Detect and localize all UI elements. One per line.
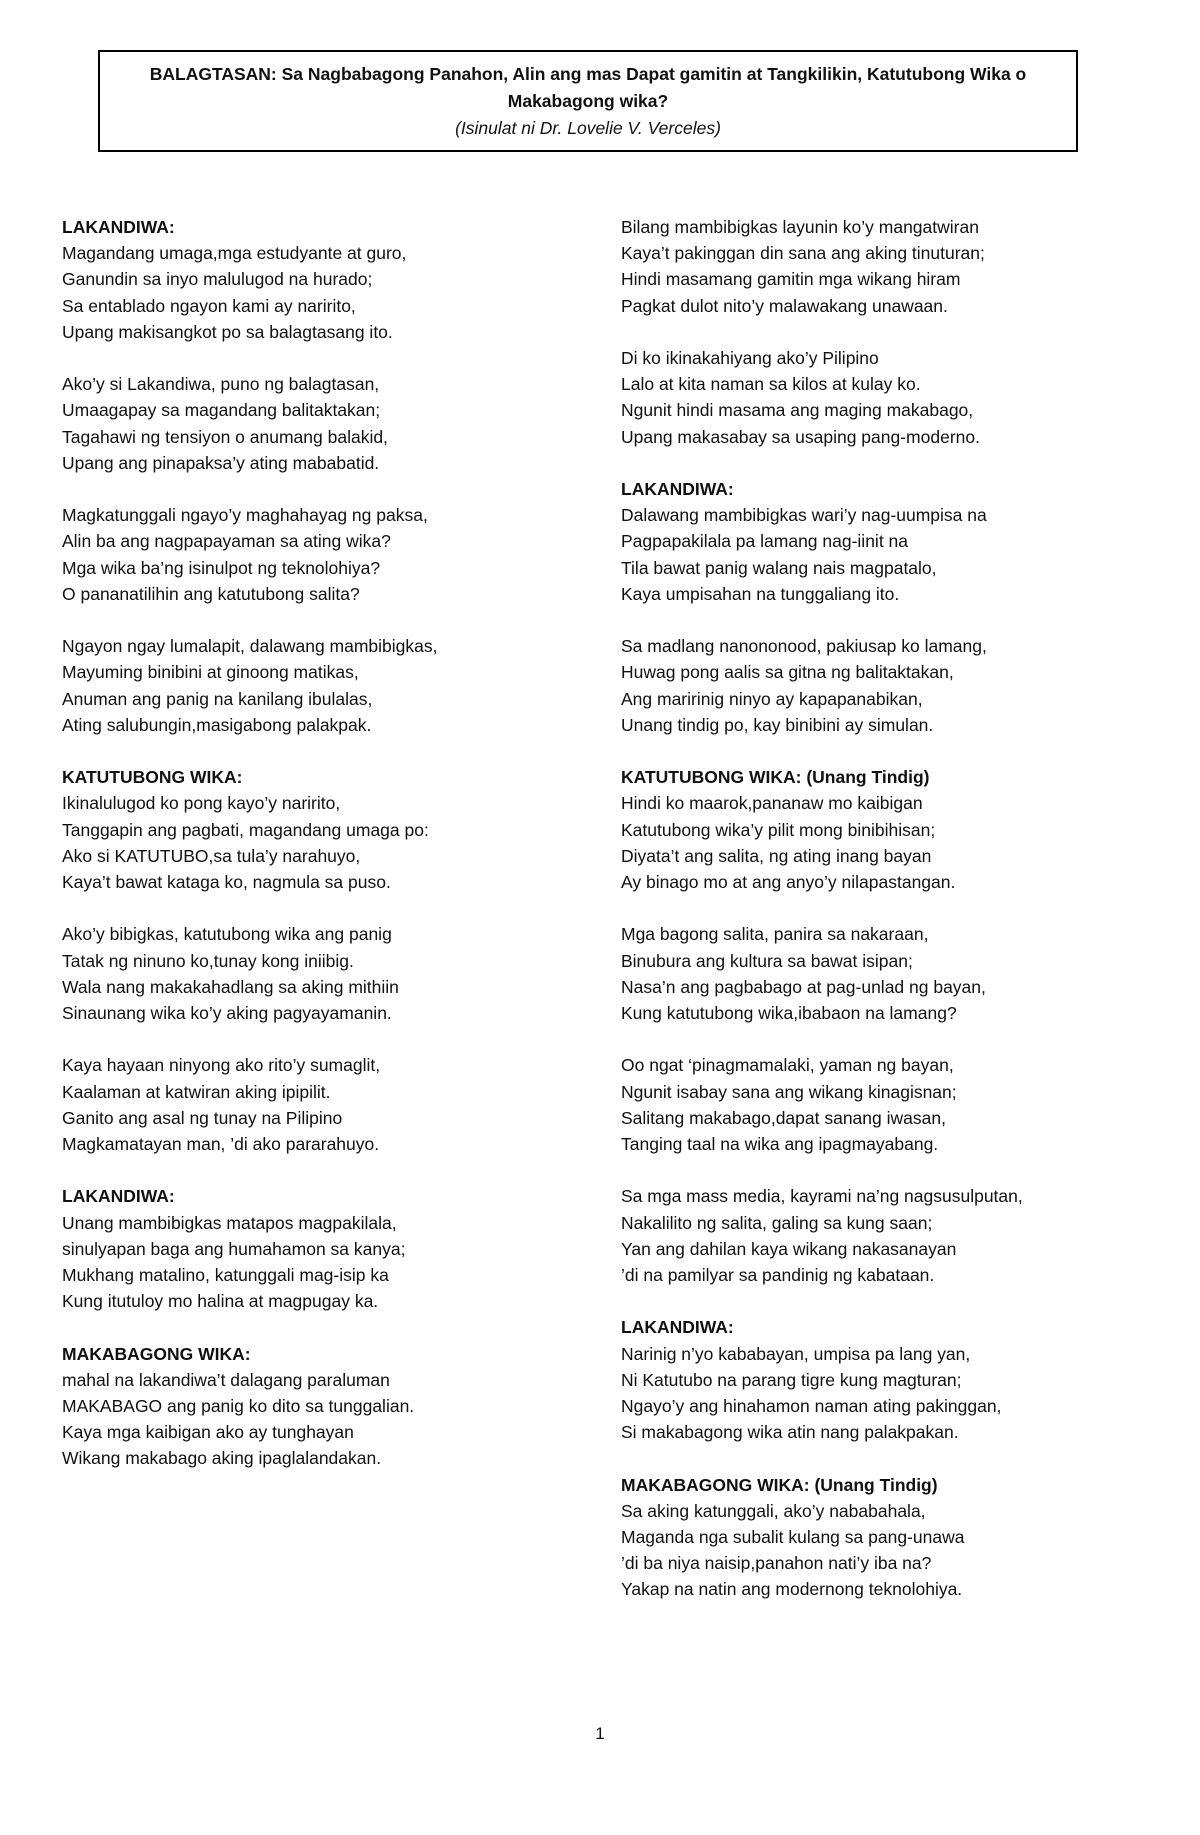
verse-line: Kaya’t pakinggan din sana ang aking tinuturan; bbox=[621, 243, 985, 264]
verse-line: Ganundin sa inyo malulugod na hurado; bbox=[62, 269, 373, 290]
verse-line: Sa madlang nanononood, pakiusap ko lamang, bbox=[621, 636, 987, 657]
speaker-label: MAKABAGONG WIKA: bbox=[62, 1343, 251, 1364]
verse-line: Tanging taal na wika ang ipagmayabang. bbox=[621, 1134, 939, 1155]
verse-line: Binubura ang kultura sa bawat isipan; bbox=[621, 950, 913, 971]
stanza bbox=[62, 1341, 582, 1472]
stanza bbox=[62, 764, 582, 895]
verse-line: Nasa’n ang pagbabago at pag-unlad ng bayan, bbox=[621, 976, 986, 997]
verse-line: Magandang umaga,mga estudyante at guro, bbox=[62, 243, 407, 264]
stanza bbox=[621, 345, 1141, 450]
verse-line: Kaya’t bawat kataga ko, nagmula sa puso. bbox=[62, 872, 391, 893]
stanza bbox=[62, 371, 582, 476]
verse-line: Kung itutuloy mo halina at magpugay ka. bbox=[62, 1291, 379, 1312]
verse-line: Tagahawi ng tensiyon o anumang balakid, bbox=[62, 426, 388, 447]
verse-line: Mga bagong salita, panira sa nakaraan, bbox=[621, 924, 929, 945]
document-title: BALAGTASAN: Sa Nagbabagong Panahon, Alin ang mas Dapat gamitin at Tangkilikin, Katutubong Wika o Makabagong wika? bbox=[149, 64, 1027, 111]
verse-line: Sa aking katunggali, ako’y nababahala, bbox=[621, 1500, 926, 1521]
author-line: (Isinulat ni Dr. Lovelie V. Verceles) bbox=[455, 118, 721, 138]
verse-line: mahal na lakandiwa’t dalagang paraluman bbox=[62, 1369, 390, 1390]
stanza bbox=[621, 1472, 1141, 1603]
page-number: 1 bbox=[595, 1724, 605, 1743]
verse-line: Ang maririnig ninyo ay kapapanabikan, bbox=[621, 688, 923, 709]
verse-line: Upang makisangkot po sa balagtasang ito. bbox=[62, 321, 393, 342]
verse-line: Sa mga mass media, kayrami na’ng nagsusulputan, bbox=[621, 1186, 1023, 1207]
verse-line: Ngunit hindi masama ang maging makabago, bbox=[621, 400, 974, 421]
verse-line: Ako’y si Lakandiwa, puno ng balagtasan, bbox=[62, 374, 380, 395]
verse-line: sinulyapan baga ang humahamon sa kanya; bbox=[62, 1238, 406, 1259]
verse-line: Bilang mambibigkas layunin ko’y mangatwiran bbox=[621, 217, 979, 237]
speaker-label: KATUTUBONG WIKA: (Unang Tindig) bbox=[621, 767, 930, 788]
verse-line: Sa entablado ngayon kami ay naririto, bbox=[62, 295, 356, 316]
verse-line: Ngayon ngay lumalapit, dalawang mambibigkas, bbox=[62, 636, 438, 657]
verse-line: Dalawang mambibigkas wari’y nag-uumpisa na bbox=[621, 505, 987, 526]
stanza bbox=[621, 476, 1141, 607]
verse-line: Ako’y bibigkas, katutubong wika ang panig bbox=[62, 924, 392, 945]
verse-line: ’di na pamilyar sa pandinig ng kabataan. bbox=[621, 1265, 935, 1286]
verse-line: Upang ang pinapaksa’y ating mababatid. bbox=[62, 452, 380, 473]
verse-line: Maganda nga subalit kulang sa pang-unawa bbox=[621, 1527, 965, 1548]
speaker-label: LAKANDIWA: bbox=[62, 217, 175, 237]
verse-line: Ikinalulugod ko pong kayo’y naririto, bbox=[62, 793, 341, 814]
verse-line: Hindi masamang gamitin mga wikang hiram bbox=[621, 269, 961, 290]
verse-line: Ni Katutubo na parang tigre kung magturan; bbox=[621, 1369, 962, 1390]
verse-line: Tatak ng ninuno ko,tunay kong iniibig. bbox=[62, 950, 354, 971]
speaker-label: LAKANDIWA: bbox=[62, 1186, 175, 1207]
verse-line: Oo ngat ‘pinagmamalaki, yaman ng bayan, bbox=[621, 1055, 954, 1076]
stanza bbox=[62, 502, 582, 607]
verse-line: Lalo at kita naman sa kilos at kulay ko. bbox=[621, 374, 921, 395]
verse-line: Anuman ang panig na kanilang ibulalas, bbox=[62, 688, 373, 709]
verse-line: Di ko ikinakahiyang ako’y Pilipino bbox=[621, 348, 879, 368]
verse-line: Wala nang makakahadlang sa aking mithiin bbox=[62, 976, 399, 997]
verse-line: Alin ba ang nagpapayaman sa ating wika? bbox=[62, 531, 391, 552]
stanza bbox=[62, 633, 582, 738]
verse-line: Magkamatayan man, ’di ako pararahuyo. bbox=[62, 1134, 380, 1155]
stanza bbox=[621, 1183, 1141, 1288]
stanza bbox=[621, 633, 1141, 738]
verse-line: Unang tindig po, kay binibini ay simulan. bbox=[621, 714, 934, 735]
verse-line: Mayuming binibini at ginoong matikas, bbox=[62, 662, 359, 683]
verse-line: Ay binago mo at ang anyo’y nilapastangan. bbox=[621, 872, 956, 893]
verse-line: Ngunit isabay sana ang wikang kinagisnan; bbox=[621, 1081, 957, 1102]
stanza bbox=[621, 1314, 1141, 1445]
verse-line: Si makabagong wika atin nang palakpakan. bbox=[621, 1422, 959, 1443]
verse-line: Ganito ang asal ng tunay na Pilipino bbox=[62, 1107, 343, 1128]
verse-line: Upang makasabay sa usaping pang-moderno. bbox=[621, 426, 980, 447]
verse-line: MAKABAGO ang panig ko dito sa tunggalian. bbox=[62, 1396, 415, 1417]
stanza bbox=[62, 1052, 582, 1157]
stanza bbox=[62, 214, 582, 345]
verse-line: Mga wika ba’ng isinulpot ng teknolohiya? bbox=[62, 557, 381, 578]
stanza bbox=[621, 214, 1141, 319]
verse-line: O pananatilihin ang katutubong salita? bbox=[62, 583, 360, 604]
verse-line: Kaya mga kaibigan ako ay tunghayan bbox=[62, 1422, 354, 1443]
verse-line: ’di ba niya naisip,panahon nati’y iba na? bbox=[621, 1553, 932, 1574]
verse-line: Narinig n’yo kababayan, umpisa pa lang yan, bbox=[621, 1343, 971, 1364]
stanza bbox=[621, 1052, 1141, 1157]
stanza bbox=[621, 764, 1141, 895]
speaker-label: MAKABAGONG WIKA: (Unang Tindig) bbox=[621, 1474, 938, 1495]
speaker-label: LAKANDIWA: bbox=[621, 479, 734, 499]
title-box bbox=[98, 50, 1078, 152]
verse-line: Ako si KATUTUBO,sa tula’y narahuyo, bbox=[62, 845, 361, 866]
speaker-label: LAKANDIWA: bbox=[621, 1317, 734, 1338]
verse-line: Tanggapin ang pagbati, magandang umaga po: bbox=[62, 819, 429, 840]
stanza bbox=[62, 921, 582, 1026]
speaker-label: KATUTUBONG WIKA: bbox=[62, 767, 243, 788]
verse-line: Mukhang matalino, katunggali mag-isip ka bbox=[62, 1265, 389, 1286]
verse-line: Ngayo’y ang hinahamon naman ating pakinggan, bbox=[621, 1396, 1002, 1417]
verse-line: Pagpapakilala pa lamang nag-iinit na bbox=[621, 531, 909, 552]
verse-line: Tila bawat panig walang nais magpatalo, bbox=[621, 557, 937, 578]
left-column bbox=[62, 214, 582, 1498]
verse-line: Ating salubungin,masigabong palakpak. bbox=[62, 714, 372, 735]
verse-line: Magkatunggali ngayo’y maghahayag ng paksa, bbox=[62, 505, 428, 526]
verse-line: Yan ang dahilan kaya wikang nakasanayan bbox=[621, 1238, 957, 1259]
verse-line: Sinaunang wika ko’y aking pagyayamanin. bbox=[62, 1003, 392, 1024]
verse-line: Kaya umpisahan na tunggaliang ito. bbox=[621, 583, 900, 604]
verse-line: Pagkat dulot nito’y malawakang unawaan. bbox=[621, 295, 948, 316]
verse-line: Umaagapay sa magandang balitaktakan; bbox=[62, 400, 381, 421]
verse-line: Kaalaman at katwiran aking ipipilit. bbox=[62, 1081, 331, 1102]
verse-line: Wikang makabago aking ipaglalandakan. bbox=[62, 1448, 382, 1469]
stanza bbox=[62, 1183, 582, 1314]
verse-line: Katutubong wika’y pilit mong binibihisan; bbox=[621, 819, 936, 840]
verse-line: Kaya hayaan ninyong ako rito’y sumaglit, bbox=[62, 1055, 381, 1076]
verse-line: Huwag pong aalis sa gitna ng balitaktakan, bbox=[621, 662, 954, 683]
verse-line: Salitang makabago,dapat sanang iwasan, bbox=[621, 1107, 946, 1128]
verse-line: Diyata’t ang salita, ng ating inang bayan bbox=[621, 845, 932, 866]
verse-line: Nakalilito ng salita, galing sa kung saan; bbox=[621, 1212, 933, 1233]
verse-line: Unang mambibigkas matapos magpakilala, bbox=[62, 1212, 397, 1233]
verse-line: Yakap na natin ang modernong teknolohiya. bbox=[621, 1579, 963, 1600]
verse-line: Hindi ko maarok,pananaw mo kaibigan bbox=[621, 793, 923, 814]
right-column bbox=[621, 214, 1141, 1629]
stanza bbox=[621, 921, 1141, 1026]
verse-line: Kung katutubong wika,ibabaon na lamang? bbox=[621, 1003, 957, 1024]
